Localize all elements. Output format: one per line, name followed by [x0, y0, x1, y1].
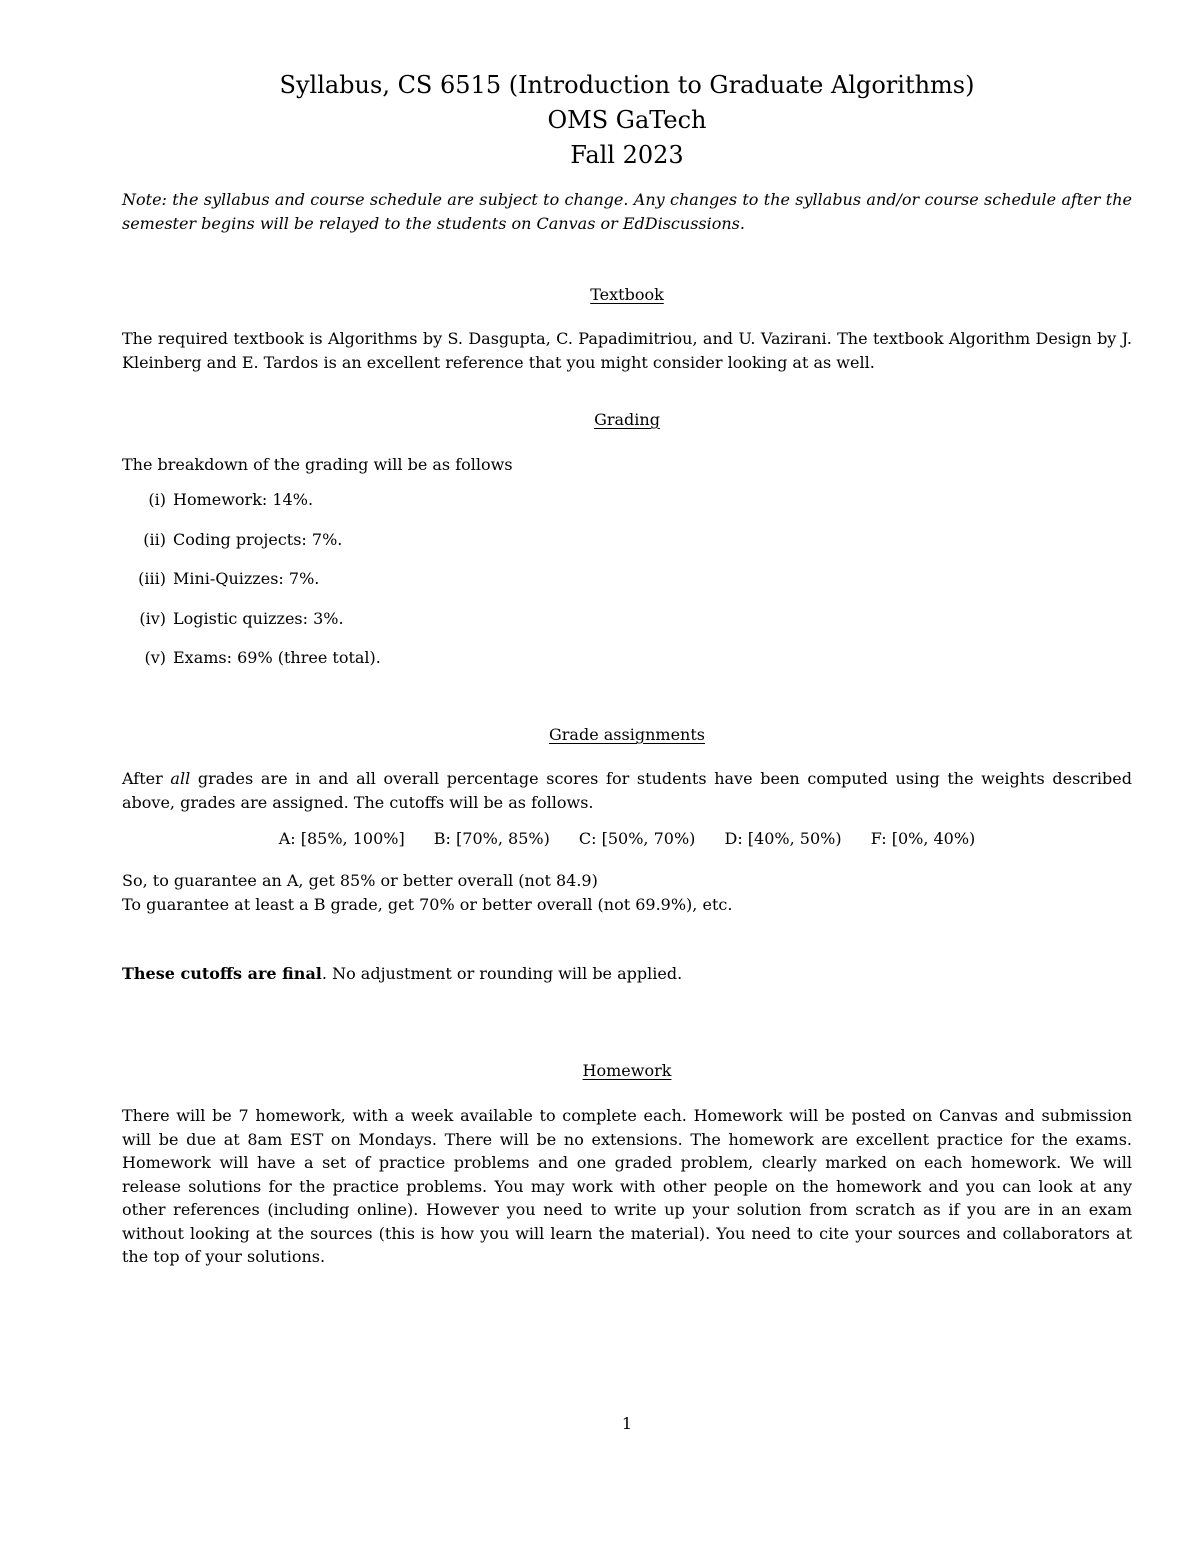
list-marker: (v)	[144, 648, 166, 667]
list-marker: (ii)	[143, 529, 166, 549]
title-term: Fall 2023	[570, 141, 684, 169]
title-course: Syllabus, CS 6515 (Introduction to Graduate Algorithms)	[279, 71, 975, 99]
grade-assignments-intro: After all grades are in and all overall percentage scores for students have been computed using the weights described above, grades are assigned. The cutoffs will be as follows.	[122, 769, 1133, 812]
cutoff-c: C: [50%, 70%)	[578, 829, 696, 848]
homework-paragraph: There will be 7 homework, with a week available to complete each. Homework will be posted on Canvas and submission will be due at 8am EST on Mondays. There will be no extensions. The homework are excellent practice for the exams. Homework will have a set of practice problems and one graded problem, clearly marked on each homework. We will release solutions for the practice problems. You may work with other people on the homework and you can look at any other references (including online). However you need to write up your solution from scratch as if you are in an exam without looking at the sources (this is how you will learn the material). You need to cite your sources and collaborators at the top of your solutions.	[122, 1106, 1132, 1266]
page-number: 1	[621, 1414, 633, 1433]
list-text: Mini-Quizzes: 7%.	[173, 569, 320, 588]
cutoff-a: A: [85%, 100%]	[278, 829, 405, 848]
list-item	[122, 530, 822, 570]
cutoffs-final-bold: These cutoffs are final	[122, 964, 322, 983]
textbook-paragraph: The required textbook is Algorithms by S. Dasgupta, C. Papadimitriou, and U. Vazirani. The textbook Algorithm Design by J. Kleinberg and E. Tardos is an excellent reference that you might consider looking at as well.	[122, 329, 1132, 372]
grading-list	[122, 490, 822, 688]
list-item	[122, 648, 822, 688]
cutoff-f: F: [0%, 40%)	[870, 829, 976, 848]
cutoffs-final-note: These cutoffs are final. No adjustment or rounding will be applied.	[122, 964, 683, 983]
list-item	[122, 609, 822, 649]
list-text: Logistic quizzes: 3%.	[173, 608, 344, 628]
list-text: Coding projects: 7%.	[173, 529, 343, 549]
list-text: Exams: 69% (three total).	[173, 648, 381, 667]
list-marker: (i)	[148, 490, 166, 509]
grade-assignments-heading: Grade assignments	[549, 725, 705, 744]
list-item	[122, 490, 822, 530]
document-title	[0, 68, 1200, 173]
cutoff-b: B: [70%, 85%)	[433, 829, 550, 848]
guarantee-a-line: So, to guarantee an A, get 85% or better overall (not 84.9)	[122, 871, 598, 890]
grading-intro: The breakdown of the grading will be as follows	[122, 455, 513, 474]
homework-heading: Homework	[582, 1061, 672, 1080]
grade-cutoffs	[0, 829, 1200, 848]
guarantee-b-line: To guarantee at least a B grade, get 70% or better overall (not 69.9%), etc.	[122, 895, 733, 914]
cutoff-d: D: [40%, 50%)	[724, 829, 842, 848]
title-program: OMS GaTech	[547, 106, 707, 134]
list-item	[122, 569, 822, 609]
list-marker: (iii)	[138, 569, 166, 588]
list-text: Homework: 14%.	[173, 490, 314, 509]
grading-heading: Grading	[594, 410, 660, 429]
change-note: Note: the syllabus and course schedule are subject to change. Any changes to the syllabus and/or course schedule after the semester begins will be relayed to the students on Canvas or EdDiscussions.	[122, 190, 1132, 233]
textbook-heading: Textbook	[590, 285, 664, 304]
emphasis-all: all	[170, 769, 191, 788]
list-marker: (iv)	[139, 608, 166, 628]
